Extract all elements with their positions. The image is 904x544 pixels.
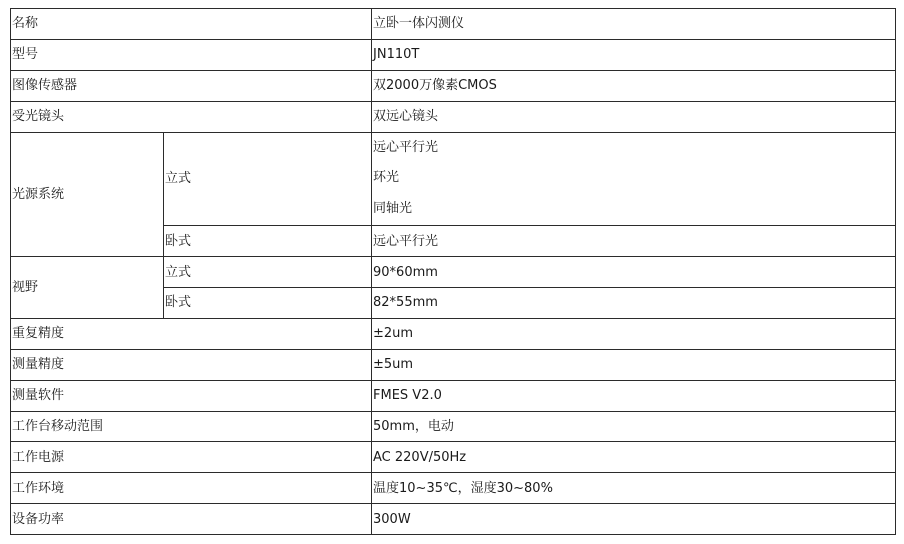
spec-value-accuracy: ±5um	[372, 349, 896, 380]
spec-sublabel-light-horizontal: 卧式	[164, 226, 372, 257]
spec-value-fov-horizontal: 82*55mm	[372, 288, 896, 319]
spec-label-sensor: 图像传感器	[11, 70, 372, 101]
spec-value-light-horizontal: 远心平行光	[372, 226, 896, 257]
spec-value-model: JN110T	[372, 39, 896, 70]
spec-value-fov-vertical: 90*60mm	[372, 257, 896, 288]
spec-label-light: 光源系统	[11, 132, 164, 257]
spec-label-power-supply: 工作电源	[11, 442, 372, 473]
table-row	[11, 504, 896, 535]
spec-sublabel-fov-horizontal: 卧式	[164, 288, 372, 319]
table-row	[11, 70, 896, 101]
table-row	[11, 132, 896, 226]
spec-value-power: 300W	[372, 504, 896, 535]
table-row	[11, 473, 896, 504]
spec-value-environment: 温度10~35℃，湿度30~80%	[372, 473, 896, 504]
spec-label-model: 型号	[11, 39, 372, 70]
spec-value-lens: 双远心镜头	[372, 101, 896, 132]
spec-label-lens: 受光镜头	[11, 101, 372, 132]
spec-label-travel: 工作台移动范围	[11, 411, 372, 442]
table-row	[11, 9, 896, 40]
spec-label-repeat: 重复精度	[11, 318, 372, 349]
table-row	[11, 380, 896, 411]
spec-label-power: 设备功率	[11, 504, 372, 535]
spec-value-software: FMES V2.0	[372, 380, 896, 411]
table-row	[11, 411, 896, 442]
spec-value-power-supply: AC 220V/50Hz	[372, 442, 896, 473]
spec-value-name: 立卧一体闪测仪	[372, 9, 896, 40]
spec-value-light-vertical	[372, 132, 896, 226]
table-row	[11, 257, 896, 288]
table-row	[11, 39, 896, 70]
spec-label-fov: 视野	[11, 257, 164, 319]
spec-table	[10, 8, 896, 535]
table-row	[11, 318, 896, 349]
spec-value-travel: 50mm，电动	[372, 411, 896, 442]
list-item: 环光	[373, 170, 400, 186]
spec-label-name: 名称	[11, 9, 372, 40]
spec-value-repeat: ±2um	[372, 318, 896, 349]
spec-label-accuracy: 测量精度	[11, 349, 372, 380]
spec-sublabel-light-vertical: 立式	[164, 132, 372, 226]
table-row	[11, 442, 896, 473]
spec-value-sensor: 双2000万像素CMOS	[372, 70, 896, 101]
spec-label-environment: 工作环境	[11, 473, 372, 504]
table-row	[11, 349, 896, 380]
spec-sublabel-fov-vertical: 立式	[164, 257, 372, 288]
table-row	[11, 101, 896, 132]
spec-label-software: 测量软件	[11, 380, 372, 411]
list-item: 远心平行光	[373, 139, 439, 155]
list-item: 同轴光	[373, 201, 413, 217]
